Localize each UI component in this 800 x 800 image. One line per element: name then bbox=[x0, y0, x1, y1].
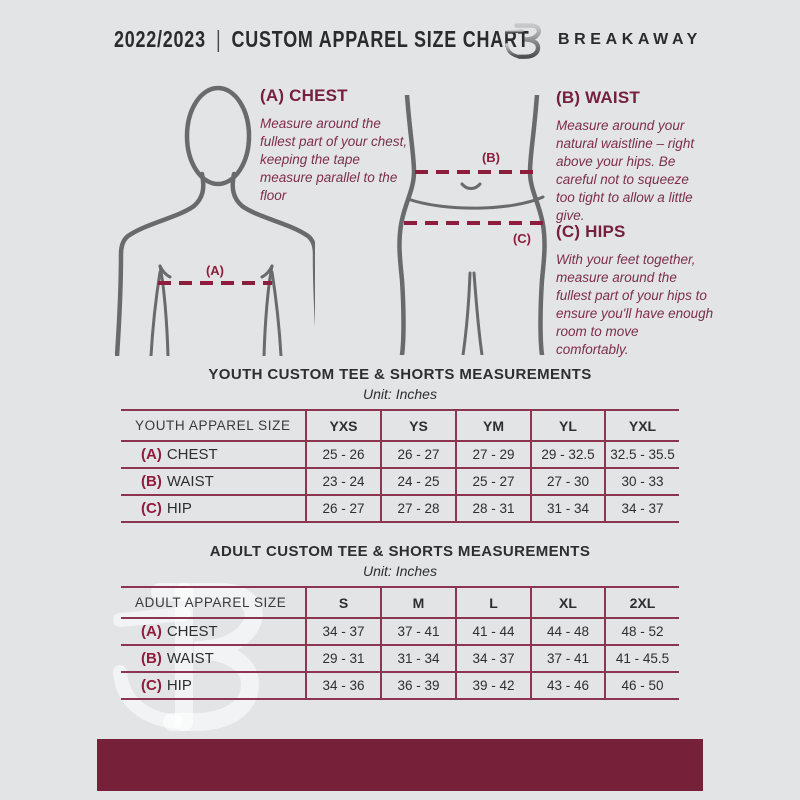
youth-waist-yxl: 30 - 33 bbox=[605, 468, 679, 495]
youth-hip-label: (C) HIP bbox=[141, 500, 192, 517]
youth-chest-yxl: 32.5 - 35.5 bbox=[605, 441, 679, 468]
youth-section bbox=[90, 366, 710, 523]
belly-curve bbox=[408, 197, 543, 208]
youth-hip-yxs: 26 - 27 bbox=[306, 495, 381, 522]
youth-chest-ym: 27 - 29 bbox=[456, 441, 531, 468]
table-row bbox=[121, 441, 679, 468]
table-row bbox=[121, 618, 679, 645]
head-outline bbox=[187, 88, 249, 184]
youth-header-row bbox=[121, 410, 679, 441]
adult-section bbox=[90, 543, 710, 700]
youth-chest-ys: 26 - 27 bbox=[381, 441, 456, 468]
adult-size-2xl: 2XL bbox=[605, 587, 679, 618]
instruction-hips-heading: (C) HIPS bbox=[556, 222, 626, 241]
youth-size-yl: YL bbox=[531, 410, 605, 441]
adult-chest-label: (A) CHEST bbox=[141, 623, 218, 640]
logo-bottom-hook bbox=[507, 45, 520, 57]
instruction-waist bbox=[556, 88, 710, 225]
instruction-chest-heading: (A) CHEST bbox=[260, 86, 348, 105]
youth-chest-label: (A) CHEST bbox=[141, 446, 218, 463]
adult-chest-m: 37 - 41 bbox=[381, 618, 456, 645]
adult-size-l: L bbox=[456, 587, 531, 618]
header-year: 2022/2023 bbox=[114, 26, 206, 52]
navel-mark bbox=[462, 184, 480, 189]
youth-waist-yl: 27 - 30 bbox=[531, 468, 605, 495]
page-title bbox=[114, 26, 529, 53]
adult-size-column-header: ADULT APPAREL SIZE bbox=[135, 595, 287, 610]
adult-table-title: ADULT CUSTOM TEE & SHORTS MEASUREMENTS bbox=[209, 543, 591, 560]
crotch-line-left bbox=[463, 273, 470, 355]
crotch-line-right bbox=[474, 273, 482, 355]
adult-size-xl: XL bbox=[531, 587, 605, 618]
youth-table-title: YOUTH CUSTOM TEE & SHORTS MEASUREMENTS bbox=[208, 366, 592, 383]
adult-waist-m: 31 - 34 bbox=[381, 645, 456, 672]
adult-hip-label: (C) HIP bbox=[141, 677, 192, 694]
instruction-hips-body: With your feet together, measure around the fullest part of your hips to ensure you'll have enough room to move comfortably. bbox=[556, 252, 714, 358]
adult-hip-2xl: 46 - 50 bbox=[605, 672, 679, 699]
header-divider: | bbox=[215, 26, 222, 52]
brand-name: BREAKAWAY bbox=[558, 31, 702, 48]
adult-hip-l: 39 - 42 bbox=[456, 672, 531, 699]
adult-waist-l: 34 - 37 bbox=[456, 645, 531, 672]
youth-table-unit: Unit: Inches bbox=[363, 386, 437, 402]
instruction-chest bbox=[260, 86, 410, 205]
table-row bbox=[121, 645, 679, 672]
chest-line-label: (A) bbox=[205, 263, 225, 278]
adult-size-table bbox=[121, 586, 679, 700]
footer-bar bbox=[97, 739, 703, 791]
youth-size-yxs: YXS bbox=[306, 410, 381, 441]
youth-chest-yl: 29 - 32.5 bbox=[531, 441, 605, 468]
table-row bbox=[121, 672, 679, 699]
youth-chest-yxs: 25 - 26 bbox=[306, 441, 381, 468]
youth-hip-yl: 31 - 34 bbox=[531, 495, 605, 522]
table-row bbox=[121, 468, 679, 495]
adult-waist-xl: 37 - 41 bbox=[531, 645, 605, 672]
adult-chest-xl: 44 - 48 bbox=[531, 618, 605, 645]
instruction-waist-heading: (B) WAIST bbox=[556, 88, 640, 107]
instruction-waist-body: Measure around your natural waistline – right above your hips. Be careful not to squeeze too tight to allow a little give. bbox=[556, 118, 695, 224]
youth-size-ys: YS bbox=[381, 410, 456, 441]
youth-hip-ys: 27 - 28 bbox=[381, 495, 456, 522]
youth-hip-yxl: 34 - 37 bbox=[605, 495, 679, 522]
adult-hip-m: 36 - 39 bbox=[381, 672, 456, 699]
adult-hip-s: 34 - 36 bbox=[306, 672, 381, 699]
youth-size-column-header: YOUTH APPAREL SIZE bbox=[135, 418, 291, 433]
left-armpit-torso-edge bbox=[160, 266, 168, 356]
adult-size-s: S bbox=[306, 587, 381, 618]
youth-size-yxl: YXL bbox=[605, 410, 679, 441]
table-row bbox=[121, 495, 679, 522]
right-armpit-torso-edge bbox=[264, 266, 272, 356]
adult-table-unit: Unit: Inches bbox=[363, 563, 437, 579]
waist-line-label: (B) bbox=[481, 150, 501, 165]
youth-waist-label: (B) WAIST bbox=[141, 473, 214, 490]
hips-diagram bbox=[390, 95, 570, 355]
adult-size-m: M bbox=[381, 587, 456, 618]
youth-waist-yxs: 23 - 24 bbox=[306, 468, 381, 495]
instruction-hips bbox=[556, 222, 714, 359]
youth-size-ym: YM bbox=[456, 410, 531, 441]
hips-line-label: (C) bbox=[512, 231, 532, 246]
adult-chest-s: 34 - 37 bbox=[306, 618, 381, 645]
adult-hip-xl: 43 - 46 bbox=[531, 672, 605, 699]
adult-header-row bbox=[121, 587, 679, 618]
youth-size-table bbox=[121, 409, 679, 523]
adult-chest-l: 41 - 44 bbox=[456, 618, 531, 645]
instruction-chest-body: Measure around the fullest part of your chest, keeping the tape measure parallel to the floor bbox=[260, 116, 408, 204]
youth-waist-ym: 25 - 27 bbox=[456, 468, 531, 495]
logo-top-bar bbox=[507, 31, 522, 32]
adult-chest-2xl: 48 - 52 bbox=[605, 618, 679, 645]
right-arm-inner-edge bbox=[272, 272, 281, 356]
adult-waist-s: 29 - 31 bbox=[306, 645, 381, 672]
adult-waist-label: (B) WAIST bbox=[141, 650, 214, 667]
header-title: CUSTOM APPAREL SIZE CHART bbox=[231, 26, 530, 52]
adult-waist-2xl: 41 - 45.5 bbox=[605, 645, 679, 672]
youth-hip-ym: 28 - 31 bbox=[456, 495, 531, 522]
breakaway-b-logo-icon bbox=[503, 15, 551, 63]
youth-waist-ys: 24 - 25 bbox=[381, 468, 456, 495]
